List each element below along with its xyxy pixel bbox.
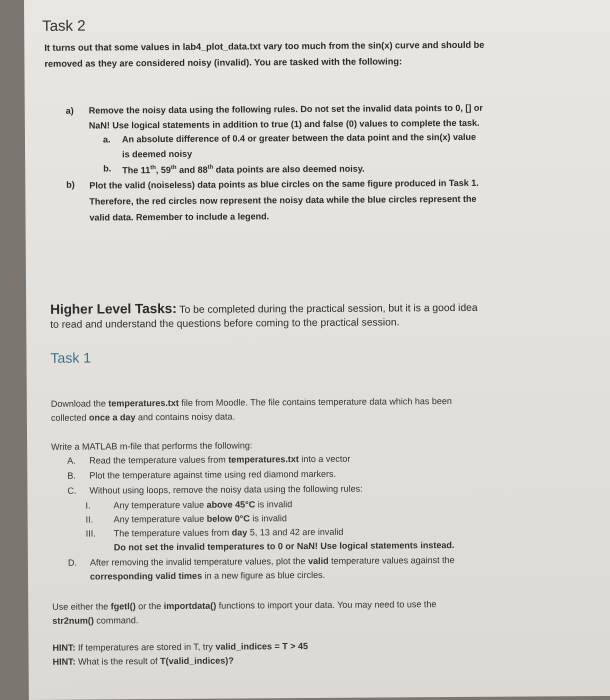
- bold-run: day: [231, 527, 248, 538]
- rule-ii-text: [114, 511, 287, 526]
- use-paragraph: [52, 597, 436, 628]
- part-a-sub-a-text: [122, 130, 476, 161]
- use-line-1: [52, 597, 436, 614]
- item-d-text: [90, 553, 455, 584]
- text-run: and contains noisy data.: [135, 411, 236, 423]
- item-c-marker: C.: [67, 485, 77, 496]
- higher-level-title: Higher Level Tasks:: [50, 300, 177, 317]
- part-a-sub-b-marker: b.: [103, 163, 112, 174]
- text-run: Any temperature value: [113, 513, 207, 525]
- item-c-text: Without using loops, remove the noisy data using the following rules:: [89, 483, 363, 496]
- part-a-line: Remove the noisy data using the following rules. Do not set the invalid data points to 0, [] or: [88, 102, 483, 116]
- hint-label: HINT:: [52, 656, 76, 667]
- text-run: is invalid: [255, 499, 293, 510]
- text-run: in a new figure as blue circles.: [202, 569, 326, 581]
- text-run: Use either the: [52, 601, 111, 612]
- hint-label: HINT:: [52, 642, 76, 653]
- text-run: Download the: [50, 398, 109, 409]
- text-run: collected: [50, 412, 89, 423]
- code-run: valid_indices = T > 45: [215, 641, 309, 652]
- task2-heading: Task 2: [42, 17, 86, 35]
- part-b-line: Therefore, the red circles now represent the noisy data while the blue circles represent the: [89, 193, 477, 207]
- write-line: Write a MATLAB m-file that performs the following:: [51, 440, 253, 452]
- item-b-marker: B.: [67, 470, 76, 481]
- text-run: If temperatures are stored in T, try: [75, 641, 216, 653]
- part-b-text: [89, 175, 479, 226]
- document-page: [24, 0, 610, 700]
- text-run: functions to import your data. You may need to use the: [216, 599, 437, 611]
- text-run: , 59: [155, 164, 171, 176]
- text-run: temperature values against the: [328, 555, 455, 566]
- bold-run: once a day: [88, 412, 136, 423]
- text-run: or the: [135, 601, 164, 612]
- task1-heading: Task 1: [50, 349, 92, 366]
- file-name: temperatures.txt: [108, 397, 179, 409]
- item-a-marker: A.: [67, 455, 76, 466]
- file-name: temperatures.txt: [228, 454, 299, 465]
- bold-run: corresponding valid times: [89, 570, 203, 582]
- item-d-line-1: [90, 553, 455, 570]
- text-run: Any temperature value: [113, 499, 207, 511]
- function-name: importdata(): [163, 600, 217, 612]
- text-run: is invalid: [249, 513, 287, 524]
- task2-intro-line: It turns out that some values in lab4_plot_data.txt vary too much from the sin(x) curve and should be: [44, 39, 485, 53]
- function-name: fgetl(): [110, 601, 136, 612]
- code-run: T(valid_indices)?: [160, 655, 234, 667]
- bold-run: above 45°C: [206, 499, 256, 510]
- text-run: command.: [93, 615, 139, 626]
- part-a-marker: a): [65, 105, 74, 116]
- text-run: After removing the invalid temperature values, plot the: [89, 556, 309, 568]
- task2-intro: [44, 37, 484, 72]
- higher-level-heading: [50, 299, 478, 317]
- part-b-line: valid data. Remember to include a legend.: [89, 211, 270, 223]
- download-line-2: [51, 408, 452, 425]
- hint-2: [53, 654, 234, 669]
- part-a-sub-a-line: is deemed noisy: [122, 148, 193, 159]
- download-line-1: [51, 394, 452, 411]
- rule-iii-line-2: Do not set the invalid temperatures to 0 or NaN! Use logical statements instead.: [113, 540, 455, 553]
- superscript: th: [170, 164, 177, 171]
- rule-ii-marker: II.: [85, 514, 94, 525]
- text-run: What is the result of: [75, 656, 161, 667]
- text-run: into a vector: [298, 453, 351, 465]
- rule-i-text: [113, 497, 292, 512]
- item-b-text: Plot the temperature against time using red diamond markers.: [89, 468, 336, 481]
- rule-iii-marker: III.: [85, 528, 96, 539]
- text-run: data points are also deemed noisy.: [213, 163, 365, 175]
- superscript: th: [150, 165, 156, 172]
- part-a-sub-a-line: An absolute difference of 0.4 or greater between the data point and the sin(x) value: [121, 131, 477, 145]
- item-d-line-2: [90, 567, 455, 584]
- rule-i-marker: I.: [85, 500, 91, 511]
- higher-level-line2: to read and understand the questions before coming to the practical session.: [50, 317, 400, 331]
- item-a-text: [89, 452, 350, 468]
- bold-run: valid: [308, 555, 329, 567]
- part-a-text: [89, 101, 483, 133]
- text-run: The 11: [122, 165, 151, 176]
- superscript: th: [207, 164, 214, 171]
- use-line-2: [52, 611, 436, 628]
- part-a-line: NaN! Use logical statements in addition to true (1) and false (0) values to complete the task.: [88, 117, 480, 131]
- rule-iii-text: [114, 524, 455, 554]
- item-d-marker: D.: [67, 557, 77, 568]
- text-run: 5, 13 and 42 are invalid: [247, 526, 344, 538]
- hint-1: [52, 639, 308, 655]
- download-paragraph: [51, 394, 452, 425]
- text-run: The temperature values from: [113, 527, 232, 539]
- bold-run: below 0°C: [206, 513, 250, 524]
- text-run: and 88: [176, 164, 208, 175]
- part-a-sub-a-marker: a.: [102, 134, 111, 145]
- part-b-marker: b): [66, 179, 75, 190]
- text-run: file from Moodle. The file contains temperature data which has been: [178, 396, 452, 408]
- task2-intro-line: removed as they are considered noisy (invalid). You are tasked with the following:: [44, 56, 403, 69]
- part-b-line: Plot the valid (noiseless) data points as blue circles on the same figure produced in Task 1.: [89, 177, 479, 191]
- function-name: str2num(): [52, 615, 94, 626]
- text-run: Read the temperature values from: [89, 454, 229, 466]
- higher-level-note: To be completed during the practical session, but it is a good idea: [176, 302, 478, 316]
